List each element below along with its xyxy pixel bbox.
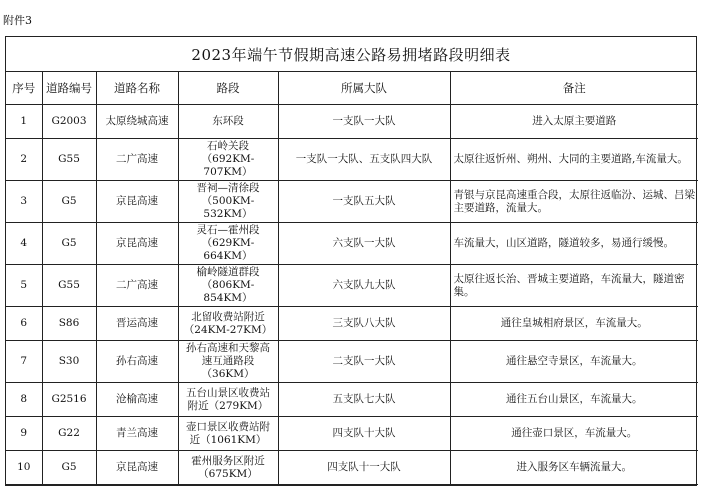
cell-note: 进入太原主要道路 (450, 105, 698, 139)
table-row (6, 223, 698, 265)
cell-no: 6 (6, 307, 42, 341)
cell-note: 通往悬空寺景区，车流量大。 (450, 341, 698, 383)
table-row (6, 383, 698, 417)
table-title: 2023年端午节假期高速公路易拥堵路段明细表 (6, 37, 696, 72)
cell-name: 孙右高速 (96, 341, 178, 383)
cell-code: G22 (42, 417, 96, 451)
cell-no: 3 (6, 181, 42, 223)
cell-team: 一支队五大队 (278, 181, 450, 223)
cell-team: 五支队七大队 (278, 383, 450, 417)
table-row (6, 139, 698, 181)
header-name: 道路名称 (96, 72, 178, 105)
cell-code: G55 (42, 139, 96, 181)
cell-name: 太原绕城高速 (96, 105, 178, 139)
cell-note: 通往皇城相府景区，车流量大。 (450, 307, 698, 341)
cell-section: 石岭关段（692KM-707KM） (178, 139, 278, 181)
table-row (6, 341, 698, 383)
header-code: 道路编号 (42, 72, 96, 105)
cell-team: 四支队十一大队 (278, 451, 450, 485)
cell-name: 二广高速 (96, 139, 178, 181)
table-row (6, 181, 698, 223)
header-row (6, 72, 698, 105)
cell-section: 东环段 (178, 105, 278, 139)
header-note: 备注 (450, 72, 698, 105)
cell-code: G5 (42, 451, 96, 485)
cell-code: G5 (42, 223, 96, 265)
attachment-label: 附件3 (3, 14, 32, 27)
cell-code: G2516 (42, 383, 96, 417)
cell-team: 二支队一大队 (278, 341, 450, 383)
cell-team: 四支队十大队 (278, 417, 450, 451)
cell-name: 沧榆高速 (96, 383, 178, 417)
cell-no: 4 (6, 223, 42, 265)
table-row (6, 417, 698, 451)
cell-name: 晋运高速 (96, 307, 178, 341)
cell-note: 进入服务区车辆流量大。 (450, 451, 698, 485)
cell-no: 7 (6, 341, 42, 383)
cell-code: G55 (42, 265, 96, 307)
cell-team: 一支队一大队、五支队四大队 (278, 139, 450, 181)
cell-note: 通往壶口景区，车流量大。 (450, 417, 698, 451)
table-row (6, 265, 698, 307)
cell-name: 二广高速 (96, 265, 178, 307)
cell-code: G2003 (42, 105, 96, 139)
cell-name: 京昆高速 (96, 451, 178, 485)
cell-note: 青银与京昆高速重合段，太原往返临汾、运城、吕梁主要道路，流量大。 (450, 181, 698, 223)
cell-team: 六支队一大队 (278, 223, 450, 265)
cell-team: 六支队九大队 (278, 265, 450, 307)
cell-note: 太原往返长治、晋城主要道路，车流量大，隧道密集。 (450, 265, 698, 307)
cell-code: S86 (42, 307, 96, 341)
header-section: 路段 (178, 72, 278, 105)
cell-no: 10 (6, 451, 42, 485)
cell-section: 灵石—霍州段（629KM-664KM） (178, 223, 278, 265)
cell-no: 9 (6, 417, 42, 451)
cell-name: 京昆高速 (96, 223, 178, 265)
header-no: 序号 (6, 72, 42, 105)
cell-section: 孙右高速和天黎高速互通路段（36KM） (178, 341, 278, 383)
cell-section: 北留收费站附近（24KM-27KM） (178, 307, 278, 341)
cell-code: G5 (42, 181, 96, 223)
cell-section: 霍州服务区附近（675KM） (178, 451, 278, 485)
table-row (6, 307, 698, 341)
cell-no: 2 (6, 139, 42, 181)
cell-no: 8 (6, 383, 42, 417)
cell-section: 壶口景区收费站附近（1061KM） (178, 417, 278, 451)
cell-section: 晋祠—清徐段（500KM-532KM） (178, 181, 278, 223)
cell-section: 五台山景区收费站附近（279KM） (178, 383, 278, 417)
cell-no: 5 (6, 265, 42, 307)
table-row (6, 105, 698, 139)
congestion-table (5, 36, 697, 486)
cell-team: 一支队一大队 (278, 105, 450, 139)
cell-section: 榆岭隧道群段（806KM-854KM） (178, 265, 278, 307)
cell-code: S30 (42, 341, 96, 383)
cell-note: 通往五台山景区，车流量大。 (450, 383, 698, 417)
cell-name: 青兰高速 (96, 417, 178, 451)
header-team: 所属大队 (278, 72, 450, 105)
cell-note: 太原往返忻州、朔州、大同的主要道路,车流量大。 (450, 139, 698, 181)
cell-no: 1 (6, 105, 42, 139)
cell-team: 三支队八大队 (278, 307, 450, 341)
data-grid (6, 72, 698, 485)
cell-note: 车流量大，山区道路，隧道较多，易通行缓慢。 (450, 223, 698, 265)
cell-name: 京昆高速 (96, 181, 178, 223)
